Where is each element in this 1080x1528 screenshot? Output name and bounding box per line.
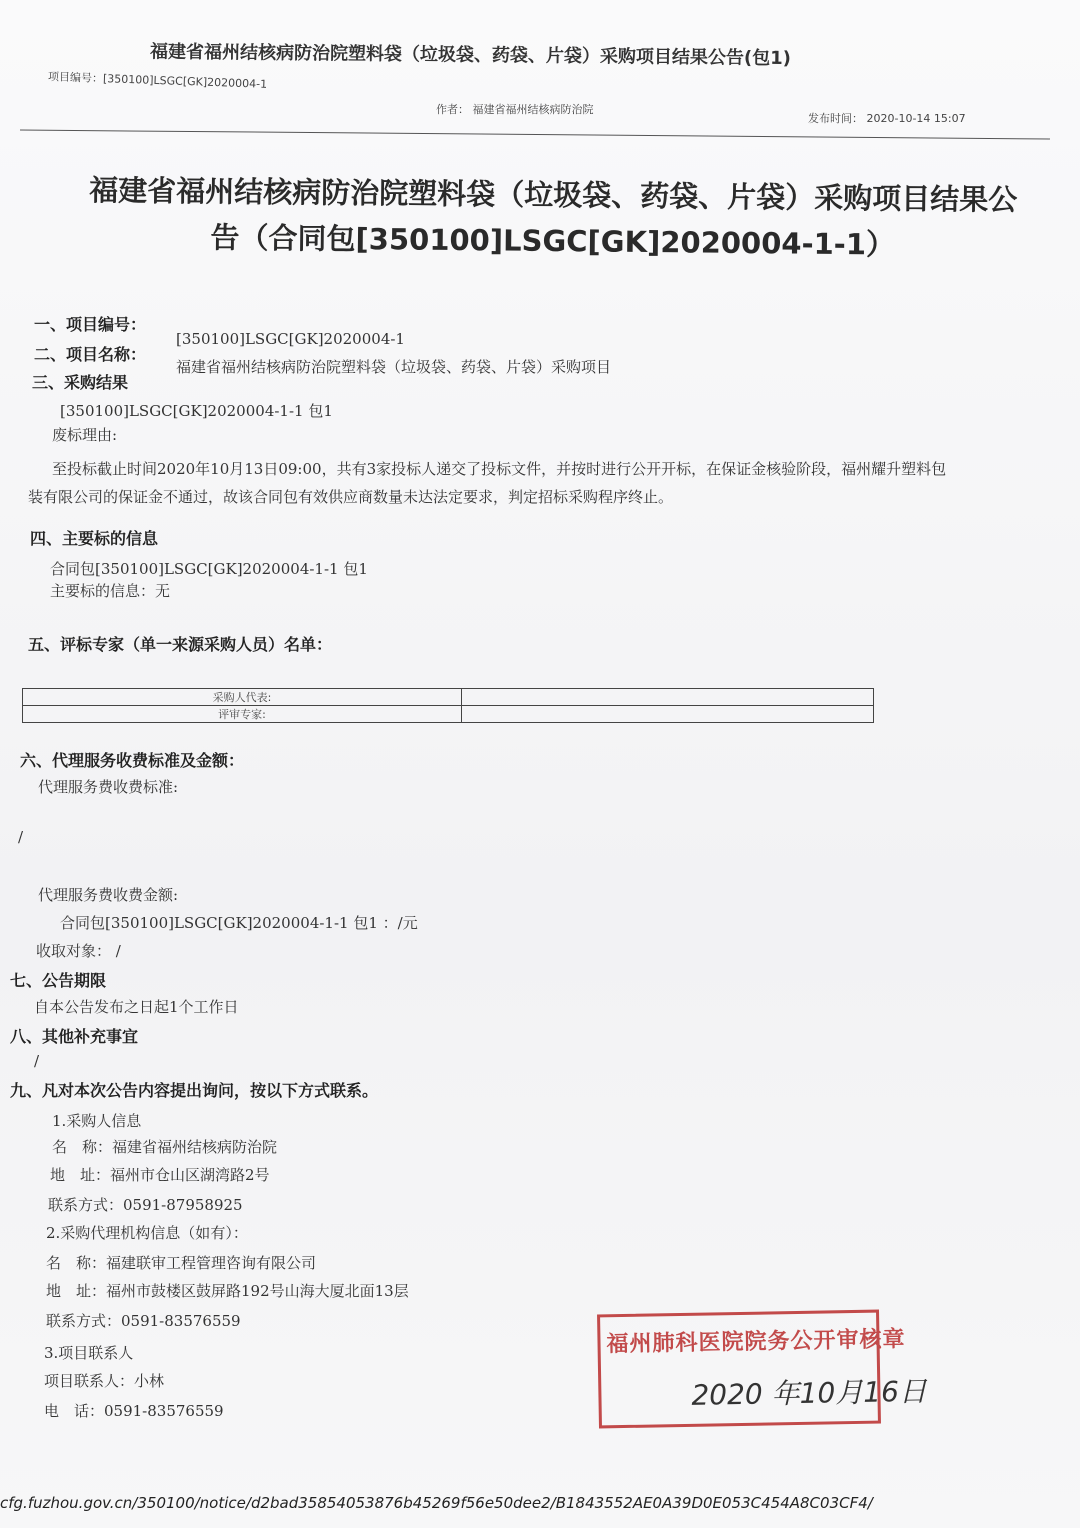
section4-info: 主要标的信息：无	[50, 582, 171, 600]
footer-url: cfg.fuzhou.gov.cn/350100/notice/d2bad35854053876b45269f56e50dee2/B1843552AE0A39D0E053C454A8C03CF4/	[0, 1494, 873, 1512]
table-cell-value	[462, 689, 874, 706]
agent-phone: 联系方式：0591-83576559	[46, 1312, 241, 1330]
table-cell-label: 采购人代表:	[23, 689, 462, 706]
table-cell-value	[462, 706, 874, 723]
buyer-name: 名 称：福建省福州结核病防治院	[52, 1138, 278, 1156]
section8-value: /	[34, 1052, 40, 1070]
section3-reason-label: 废标理由:	[52, 426, 118, 444]
section6-heading: 六、代理服务收费标准及金额：	[20, 751, 245, 770]
section6-std-value: /	[18, 828, 24, 846]
section7-value: 自本公告发布之日起1个工作日	[34, 998, 239, 1016]
buyer-info-title: 1.采购人信息	[52, 1112, 142, 1130]
header-title: 福建省福州结核病防治院塑料袋（垃圾袋、药袋、片袋）采购项目结果公告(包1)	[149, 41, 792, 70]
header-divider	[20, 130, 1050, 140]
agent-name: 名 称：福建联审工程管理咨询有限公司	[46, 1254, 317, 1272]
buyer-phone: 联系方式：0591-87958925	[48, 1196, 243, 1214]
section5-heading: 五、评标专家（单一来源采购人员）名单：	[28, 635, 333, 654]
header-publish-time: 发布时间： 2020-10-14 15:07	[808, 112, 966, 125]
header-author: 作者： 福建省福州结核病防治院	[436, 103, 594, 116]
page-title-line2: 告（合同包[350100]LSGC[GK]2020004-1-1）	[210, 220, 896, 262]
section3-reason-line1: 至投标截止时间2020年10月13日09:00，共有3家投标人递交了投标文件，并按时进行公开开标，在保证金核验阶段，福州耀升塑料包	[52, 460, 947, 478]
contact-phone: 电 话：0591-83576559	[44, 1402, 224, 1420]
approval-stamp	[597, 1310, 928, 1429]
section7-heading: 七、公告期限	[10, 971, 107, 990]
experts-table	[22, 688, 874, 723]
section6-amount-value: 合同包[350100]LSGC[GK]2020004-1-1 包1 ：/元	[60, 914, 418, 932]
stamp-handwritten-date: 2020 年10月16日	[691, 1374, 928, 1412]
section6-amount-label: 代理服务费收费金额:	[38, 886, 179, 904]
page-title-line1: 福建省福州结核病防治院塑料袋（垃圾袋、药袋、片袋）采购项目结果公	[89, 173, 1018, 217]
section3-heading: 三、采购结果	[32, 373, 129, 392]
section3-package: [350100]LSGC[GK]2020004-1-1 包1	[60, 402, 333, 420]
buyer-address: 地 址：福州市仓山区湖湾路2号	[50, 1166, 270, 1184]
section2-heading: 二、项目名称：	[34, 345, 147, 364]
section2-value: 福建省福州结核病防治院塑料袋（垃圾袋、药袋、片袋）采购项目	[176, 358, 612, 376]
section6-payer: 收取对象： /	[36, 942, 121, 960]
table-row	[23, 706, 874, 723]
contact-title: 3.项目联系人	[44, 1344, 134, 1362]
table-row	[23, 689, 874, 706]
agent-info-title: 2.采购代理机构信息（如有）：	[46, 1224, 248, 1242]
section1-value: [350100]LSGC[GK]2020004-1	[176, 330, 405, 348]
section4-heading: 四、主要标的信息	[30, 529, 159, 548]
section6-std-label: 代理服务费收费标准:	[38, 778, 179, 796]
section1-heading: 一、项目编号：	[34, 315, 147, 334]
section8-heading: 八、其他补充事宜	[10, 1027, 139, 1046]
contact-person: 项目联系人：小林	[44, 1372, 165, 1390]
table-cell-label: 评审专家:	[23, 706, 462, 723]
section3-reason-line2: 装有限公司的保证金不通过，故该合同包有效供应商数量未达法定要求，判定招标采购程序终止。	[28, 488, 674, 506]
header-project-no: 项目编号：[350100]LSGC[GK]2020004-1	[47, 70, 268, 91]
page-title	[48, 167, 1059, 270]
section9-heading: 九、凡对本次公告内容提出询问，按以下方式联系。	[10, 1081, 379, 1100]
stamp-name: 福州肺科医院院务公开审核章	[606, 1327, 906, 1358]
section4-package: 合同包[350100]LSGC[GK]2020004-1-1 包1	[50, 560, 368, 578]
agent-address: 地 址：福州市鼓楼区鼓屏路192号山海大厦北面13层	[46, 1282, 409, 1300]
